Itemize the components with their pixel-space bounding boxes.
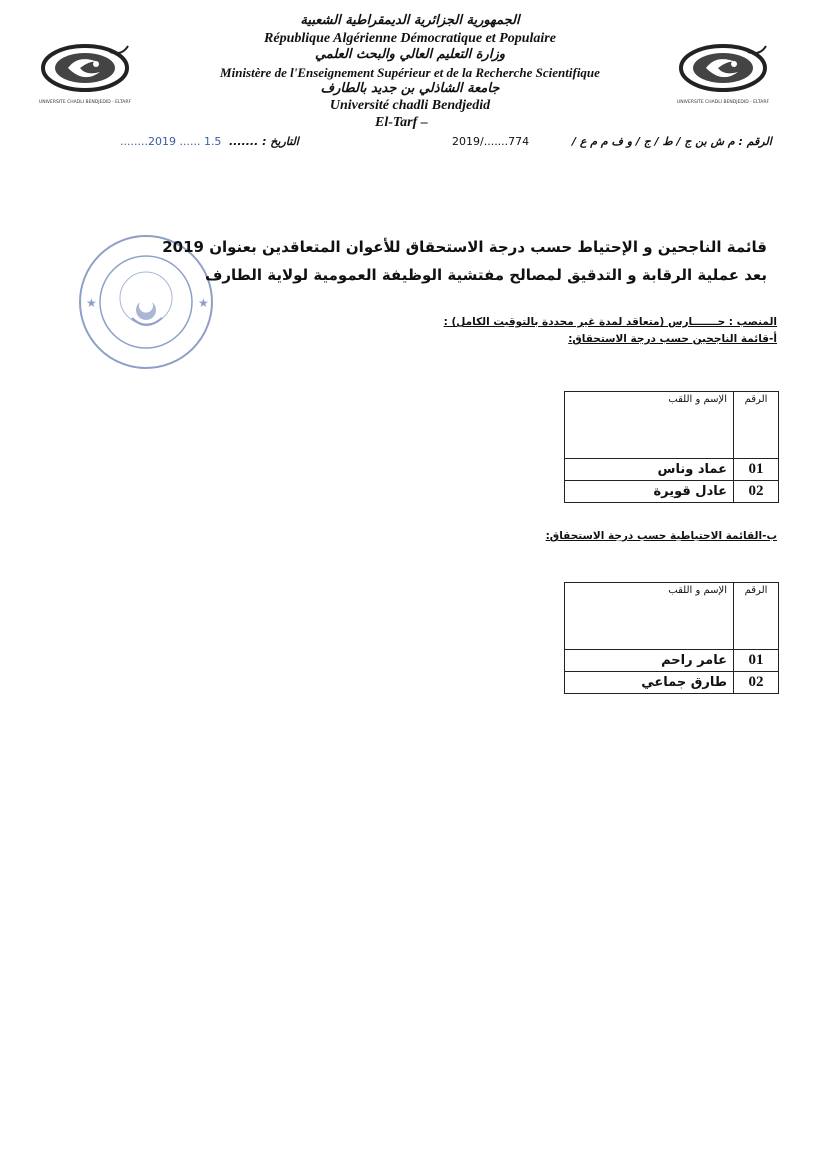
document-title: قائمة الناجحين و الإحتياط حسب درجة الاستحقاق للأعوان المتعاقدين بعنوان 2019 (162, 238, 767, 256)
fr-city: El-Tarf – (375, 115, 428, 130)
fr-university: Université chadli Bendjedid (329, 98, 491, 113)
row-name: عامر راحم (565, 650, 734, 672)
table-header-row (565, 583, 779, 650)
row-name: عادل قويرة (565, 481, 734, 503)
column-number: الرقم (734, 583, 779, 650)
row-name: عماد وناس (565, 459, 734, 481)
column-number: الرقم (734, 392, 779, 459)
svg-text:★: ★ (86, 296, 97, 310)
column-name: الإسم و اللقب (565, 583, 734, 650)
table-row (565, 481, 779, 503)
table-row (565, 650, 779, 672)
fr-ministry: Ministère de l'Enseignement Supérieur et de la Recherche Scientifique (220, 65, 600, 80)
table-row (565, 672, 779, 694)
successful-candidates-table (564, 391, 779, 503)
date-label: التاريخ : ....... (229, 135, 299, 148)
university-logo-icon (30, 38, 140, 100)
letterhead (180, 14, 640, 132)
document-subtitle: بعد عملية الرقابة و التدقيق لمصالح مفتشية الوظيفة العمومية لولاية الطارف (204, 266, 767, 284)
table-header-row (565, 392, 779, 459)
row-name: طارق جماعي (565, 672, 734, 694)
row-number: 01 (734, 650, 779, 672)
list-b-heading: ب-القائمة الاحتياطية حسب درجة الاستحقاق: (545, 530, 777, 542)
ar-republic: الجمهورية الجزائرية الديمقراطية الشعبية (300, 13, 520, 28)
list-a-heading: أ-قائمة الناجحين حسب درجة الاستحقاق: (568, 333, 777, 345)
reference-number: 2019/.......774 (452, 135, 530, 148)
date-value: ........2019 ...... 1.5 (120, 135, 222, 148)
table-row (565, 459, 779, 481)
ar-university: جامعة الشاذلي بن جديد بالطارف (320, 81, 500, 96)
row-number: 02 (734, 672, 779, 694)
column-name: الإسم و اللقب (565, 392, 734, 459)
logo-caption: UNIVERSITE CHADLI BENDJEDID - ELTARF (38, 100, 132, 105)
university-logo-left (30, 38, 140, 108)
position-line: المنصب : حـــــــارس (متعاقد لمدة غير محددة بالتوقيت الكامل) : (443, 316, 777, 328)
ar-ministry: وزارة التعليم العالي والبحث العلمي (314, 47, 506, 62)
university-logo-right (668, 38, 778, 108)
fr-republic: République Algérienne Démocratique et Populaire (264, 31, 556, 46)
logo-caption: UNIVERSITE CHADLI BENDJEDID - ELTARF (676, 100, 770, 105)
row-number: 01 (734, 459, 779, 481)
row-number: 02 (734, 481, 779, 503)
university-logo-icon (668, 38, 778, 100)
reference-label: الرقم : م ش بن ج / ط / ج / و ف م م ع / (572, 135, 772, 148)
reserve-list-table (564, 582, 779, 694)
svg-text:★: ★ (198, 296, 209, 310)
